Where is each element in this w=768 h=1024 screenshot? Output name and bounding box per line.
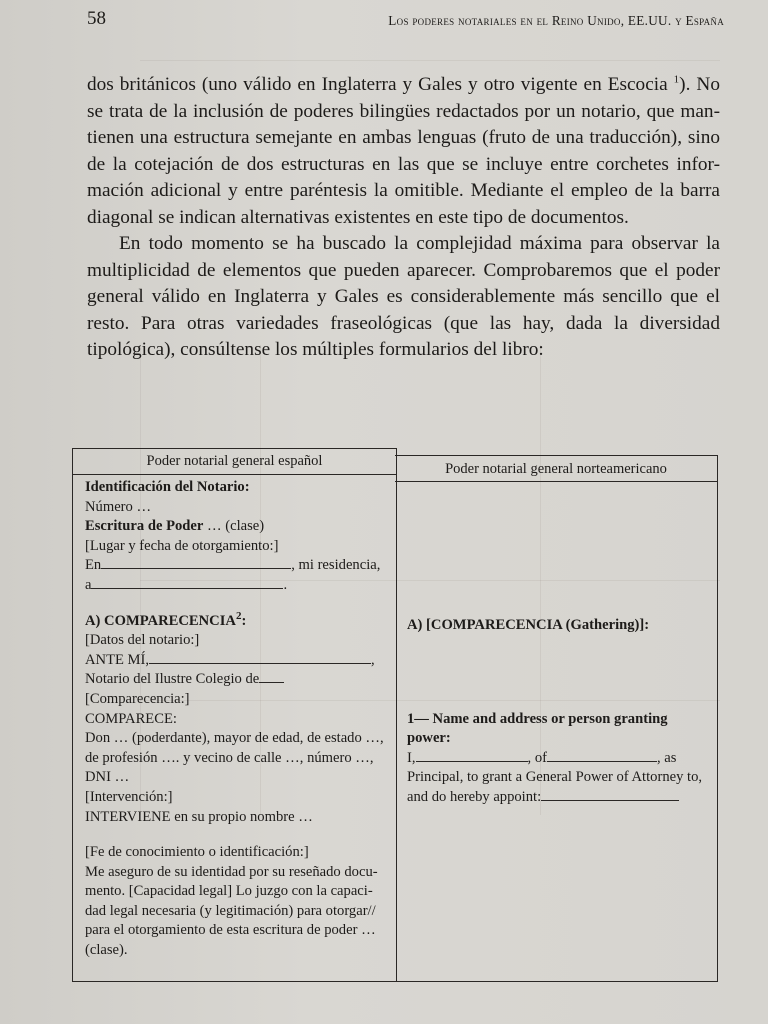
american-column-body — [395, 482, 717, 808]
a-line: a . — [85, 576, 288, 593]
don-line-1: Don … (poderdante), mayor de edad, de estado …, — [85, 730, 384, 747]
en-line: En , mi residencia, — [85, 557, 381, 574]
comparecencia-heading: A) COMPARECENCIA$^2$: — [85, 609, 247, 629]
spanish-column-body — [73, 475, 396, 961]
text-line: dos británicos (uno válido en Inglaterra y Gales y otro vigente en Escocia $^1$). No — [87, 73, 720, 95]
american-column-header: Poder notarial general norteamericano — [395, 456, 717, 482]
me-aseguro-line-2: mento. [Capacidad legal] Lo juzgo con la capaci- — [85, 883, 373, 900]
numero-line: Número … — [85, 498, 152, 515]
text-line: En todo momento se ha buscado la complejidad máxima para observar la — [119, 233, 720, 254]
text-line: multiplicidad de elementos que pueden aparecer. Comprobaremos que el poder — [87, 259, 720, 281]
principal-line: Principal, to grant a General Power of Attorney to, — [407, 769, 703, 786]
datos-notario-line: [Datos del notario:] — [85, 632, 200, 649]
text-line: resto. Para otras variedades fraseológicas (que las hay, dada la diversidad — [87, 312, 720, 334]
fe-conocimiento-line: [Fe de conocimiento o identificación:] — [85, 844, 309, 861]
blank-line — [91, 576, 283, 589]
appoint-line: and do hereby appoint: — [407, 788, 707, 808]
i-of-as-line: I, , of , as — [407, 749, 677, 766]
ante-mi-line: ANTE MÍ, , — [85, 651, 375, 668]
body-text — [87, 72, 720, 364]
footnote-ref: 1 — [673, 73, 680, 86]
page-number: 58 — [87, 8, 106, 29]
running-head: Los poderes notariales en el Reino Unido, EE.UU. y España — [388, 13, 724, 28]
intervencion-line: [Intervención:] — [85, 788, 173, 805]
blank-line — [416, 749, 528, 762]
dni-line: DNI … — [85, 769, 130, 786]
text-line: tipológica), consúltense los múltiples formularios del libro: — [87, 339, 544, 360]
blank-line — [541, 788, 679, 801]
identificacion-heading: Identificación del Notario: — [85, 479, 250, 495]
text-line: mación adicional y entre paréntesis la omitible. Mediante el empleo de la barra — [87, 180, 720, 201]
comparece-line: COMPARECE: — [85, 710, 177, 727]
spanish-column — [72, 448, 397, 982]
me-aseguro-line-1: Me aseguro de su identidad por su reseñado docu- — [85, 863, 378, 880]
text-line: general válido en Inglaterra y Gales es considerablemente más sencillo que el — [87, 286, 720, 307]
blank-line — [101, 556, 291, 569]
blank-line — [547, 749, 657, 762]
comparecencia-gathering-heading: A) [COMPARECENCIA (Gathering)]: — [407, 617, 650, 633]
paragraph-1 — [87, 72, 720, 231]
comparison-table — [72, 440, 718, 992]
interviene-line: INTERVIENE en su propio nombre … — [85, 808, 313, 825]
lugar-fecha-line: [Lugar y fecha de otorgamiento:] — [85, 537, 279, 554]
comparecencia-bracket-line: [Comparecencia:] — [85, 690, 190, 707]
american-column — [395, 455, 718, 982]
blank-line — [259, 670, 284, 683]
footnote-ref: 2 — [235, 609, 242, 622]
me-aseguro-line-4: para el otorgamiento de esta escritura de poder … — [85, 922, 376, 939]
paragraph-2 — [87, 231, 720, 364]
spacer — [407, 482, 707, 616]
text-line: diagonal se indican alternativas existentes en este tipo de documentos. — [87, 206, 629, 228]
text-line: tienen una estructura semejante en ambas lenguas (fruto de una traducción), sino — [87, 127, 720, 148]
text-line: de la cotejación de dos estructuras en las que se incluye entre corchetes infor- — [87, 153, 720, 175]
spacer — [407, 636, 707, 710]
blank-line — [149, 651, 371, 664]
page-header — [0, 8, 768, 38]
spanish-column-header: Poder notarial general español — [73, 449, 396, 475]
name-address-heading: 1— Name and address or person granting power: — [407, 710, 668, 747]
me-aseguro-line-3: dad legal necesaria (y legitimación) para otorgar// — [85, 902, 376, 919]
don-line-2: de profesión …. y vecino de calle …, número …, — [85, 749, 374, 766]
escritura-line: Escritura de Poder … (clase) — [85, 518, 265, 535]
text-line: se trata de la inclusión de poderes bilingües redactados por un notario, que man- — [87, 100, 720, 122]
spacer — [85, 827, 386, 843]
me-aseguro-line-5: (clase). — [85, 942, 128, 959]
notario-colegio-line: Notario del Ilustre Colegio de — [85, 670, 386, 690]
